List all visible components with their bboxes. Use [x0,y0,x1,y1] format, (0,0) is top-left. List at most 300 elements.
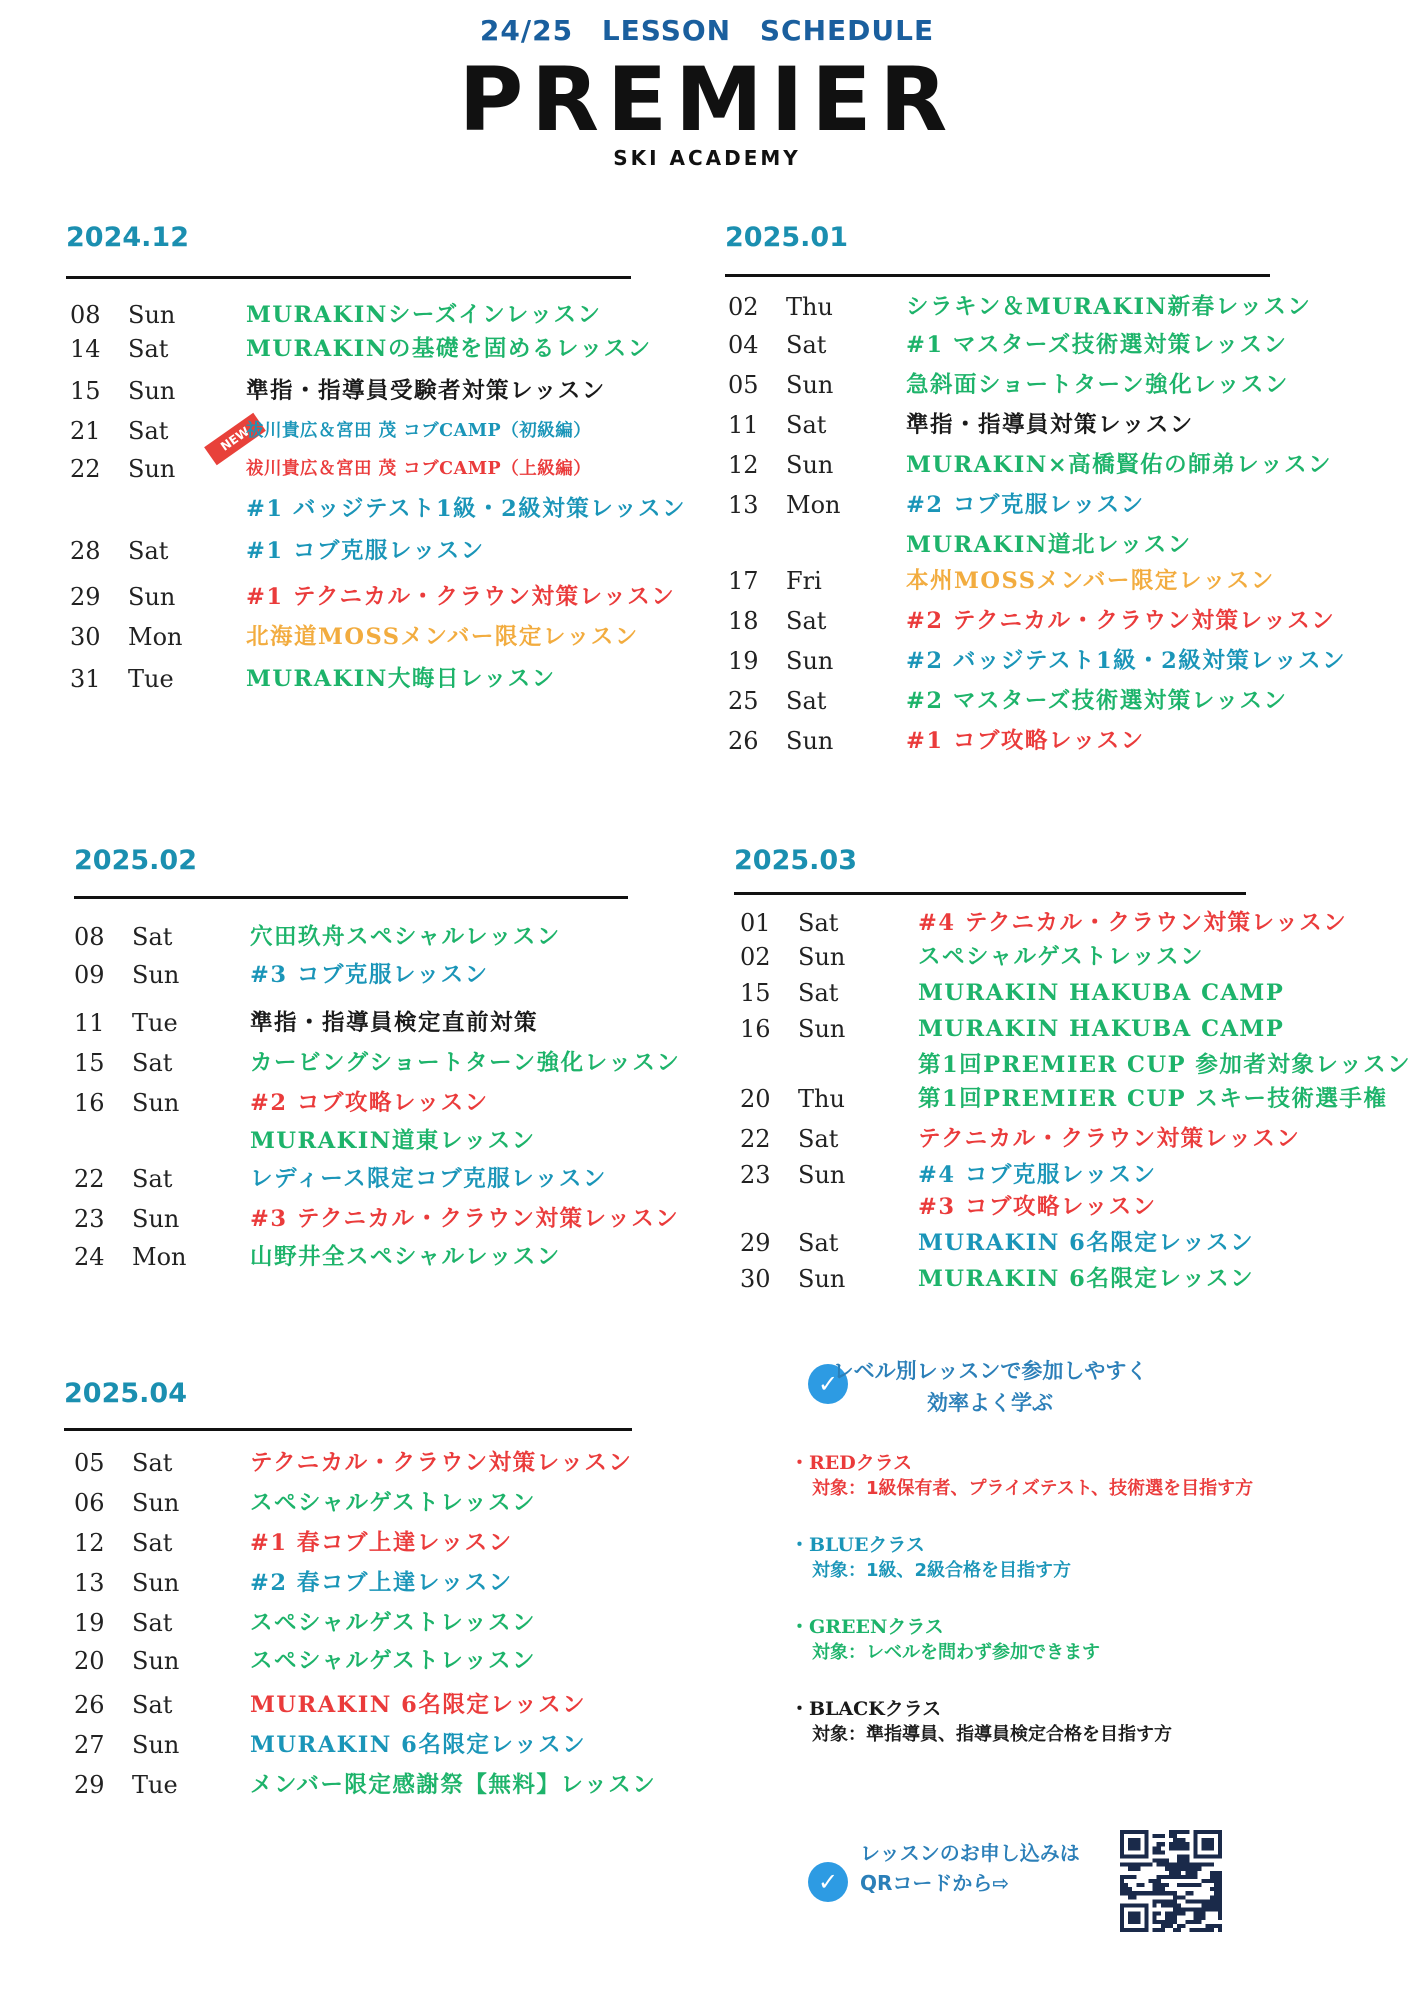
qr-module [1185,1875,1189,1879]
schedule-row [74,1446,694,1480]
lesson-title: #1 コブ克服レッスン [246,538,485,564]
lesson-title: MURAKIN 6名限定レッスン [918,1266,1255,1292]
qr-module [1202,1838,1214,1850]
row-weekday: Sat [132,1449,173,1477]
schedule-row [74,1768,694,1802]
qr-module [1165,1920,1169,1924]
row-day: 18 [728,607,759,635]
divider [64,1428,632,1431]
qr-module [1124,1887,1128,1891]
lesson-title: テクニカル・クラウン対策レッスン [250,1450,633,1476]
schedule-row [728,684,1348,718]
qr-module [1157,1928,1161,1932]
schedule-row [740,940,1360,974]
qr-module [1210,1899,1214,1903]
row-day: 05 [74,1449,105,1477]
qr-module [1181,1875,1185,1879]
schedule-row [70,414,690,448]
row-day: 22 [70,455,101,483]
lesson-title: #2 コブ攻略レッスン [250,1090,489,1116]
row-weekday: Sun [132,1489,180,1517]
qr-module [1210,1903,1214,1907]
qr-module [1157,1912,1161,1916]
qr-module [1214,1895,1218,1899]
qr-module [1120,1887,1124,1891]
qr-module [1218,1908,1222,1912]
lesson-title: 本州MOSSメンバー限定レッスン [906,568,1275,594]
qr-module [1198,1916,1202,1920]
qr-module [1214,1875,1218,1879]
lesson-title: #1 テクニカル・クラウン対策レッスン [246,584,676,610]
row-weekday: Sat [132,1529,173,1557]
row-weekday: Sat [128,537,169,565]
lesson-title: MURAKIN×高橋賢佑の師弟レッスン [906,452,1332,478]
schedule-row [74,920,694,954]
qr-module [1177,1924,1181,1928]
qr-module [1185,1871,1189,1875]
qr-module [1165,1875,1169,1879]
qr-module [1157,1859,1161,1863]
qr-module [1153,1879,1157,1883]
qr-module [1161,1883,1165,1887]
qr-module [1132,1875,1136,1879]
qr-module [1128,1895,1132,1899]
qr-module [1198,1899,1202,1903]
qr-module [1157,1899,1161,1903]
qr-module [1153,1891,1157,1895]
season-title: 24/25 LESSON SCHEDULE [479,14,935,47]
qr-module [1173,1867,1177,1871]
lesson-title: MURAKIN HAKUBA CAMP [918,1016,1285,1042]
qr-module [1169,1830,1173,1834]
qr-module [1202,1899,1206,1903]
qr-module [1189,1920,1193,1924]
qr-module [1161,1834,1165,1838]
qr-module [1193,1912,1197,1916]
row-day: 04 [728,331,759,359]
row-weekday: Sat [132,923,173,951]
row-day: 29 [70,583,101,611]
qr-module [1136,1867,1140,1871]
row-weekday: Sat [798,1229,839,1257]
qr-module [1206,1899,1210,1903]
qr-module [1157,1920,1161,1924]
qr-module [1169,1912,1173,1916]
qr-module [1206,1863,1210,1867]
row-day: 14 [70,335,101,363]
row-day: 19 [728,647,759,675]
qr-module [1193,1871,1197,1875]
lesson-title: #3 テクニカル・クラウン対策レッスン [250,1206,680,1232]
qr-module [1161,1887,1165,1891]
lesson-title: シラキン＆MURAKIN新春レッスン [906,294,1312,320]
lesson-title: #4 テクニカル・クラウン対策レッスン [918,910,1348,936]
qr-module [1214,1883,1218,1887]
qr-module [1185,1920,1189,1924]
row-day: 28 [70,537,101,565]
qr-module [1120,1875,1124,1879]
qr-module [1202,1916,1206,1920]
divider [725,274,1270,277]
qr-module [1144,1863,1148,1867]
qr-module [1169,1846,1173,1850]
qr-module [1210,1924,1214,1928]
qr-module [1173,1912,1177,1916]
schedule-row [70,534,690,568]
qr-module [1157,1834,1161,1838]
row-day: 23 [740,1161,771,1189]
row-weekday: Sat [798,979,839,1007]
row-weekday: Tue [128,665,174,693]
qr-module [1149,1879,1153,1883]
row-weekday: Sun [798,1161,846,1189]
lesson-title: 穴田玖舟スペシャルレッスン [250,924,561,950]
qr-module [1202,1908,1206,1912]
row-day: 09 [74,961,105,989]
qr-module [1198,1883,1202,1887]
qr-module [1189,1908,1193,1912]
schedule-row [728,448,1348,482]
row-day: 05 [728,371,759,399]
schedule-row [740,1226,1360,1260]
row-day: 15 [740,979,771,1007]
level-lessons-heading-line2: 効率よく学ぶ [927,1391,1053,1415]
divider [66,276,631,279]
lesson-title: #1 マスターズ技術選対策レッスン [906,332,1288,358]
qr-module [1193,1908,1197,1912]
row-weekday: Sun [132,1647,180,1675]
qr-module [1161,1924,1165,1928]
qr-module [1206,1879,1210,1883]
qr-module [1161,1891,1165,1895]
qr-module [1202,1879,1206,1883]
qr-module [1161,1850,1165,1854]
divider [734,892,1246,895]
qr-module [1177,1842,1181,1846]
qr-module [1189,1875,1193,1879]
class-black-name: ・BLACKクラス [790,1698,942,1720]
class-black-target: 対象：準指導員、指導員検定合格を目指す方 [812,1724,1172,1745]
qr-module [1165,1883,1169,1887]
qr-module [1193,1920,1197,1924]
qr-module [1177,1908,1181,1912]
qr-module [1189,1899,1193,1903]
row-day: 17 [728,567,759,595]
qr-module [1177,1830,1181,1834]
schedule-row [74,1202,694,1236]
row-day: 08 [70,301,101,329]
qr-module [1173,1830,1177,1834]
month-title-dec: 2024.12 [66,222,189,253]
qr-module [1214,1924,1218,1928]
qr-module [1169,1871,1173,1875]
qr-module [1165,1859,1169,1863]
qr-module [1161,1842,1165,1846]
month-title-feb: 2025.02 [74,845,197,876]
qr-module [1165,1912,1169,1916]
lesson-title: スペシャルゲストレッスン [250,1648,536,1674]
qr-module [1140,1863,1144,1867]
qr-module [1181,1863,1185,1867]
qr-module [1181,1867,1185,1871]
schedule-row [728,528,1348,562]
row-weekday: Sat [798,1125,839,1153]
lesson-title: MURAKIN HAKUBA CAMP [918,980,1285,1006]
row-weekday: Sat [132,1049,173,1077]
qr-module [1214,1879,1218,1883]
qr-module [1210,1875,1214,1879]
qr-module [1177,1859,1181,1863]
row-day: 02 [740,943,771,971]
qr-module [1210,1928,1214,1932]
row-day: 26 [728,727,759,755]
qr-module [1198,1867,1202,1871]
qr-module [1210,1871,1214,1875]
qr-module [1153,1916,1157,1920]
lesson-title: メンバー限定感謝祭【無料】レッスン [250,1772,657,1798]
schedule-row [74,1606,694,1640]
qr-module [1189,1867,1193,1871]
qr-module [1198,1920,1202,1924]
row-weekday: Sun [798,943,846,971]
qr-module [1169,1903,1173,1907]
class-red-name: ・REDクラス [790,1452,913,1474]
check-badge-icon: ✓ [808,1364,848,1404]
lesson-title: #2 マスターズ技術選対策レッスン [906,688,1288,714]
qr-module [1189,1863,1193,1867]
qr-module [1185,1830,1189,1834]
qr-module [1157,1842,1161,1846]
schedule-row [70,620,690,654]
qr-module [1153,1859,1157,1863]
qr-module [1157,1846,1161,1850]
qr-module [1153,1899,1157,1903]
row-weekday: Sun [132,1569,180,1597]
qr-module [1218,1875,1222,1879]
schedule-row [740,1158,1360,1192]
lesson-title: 第1回PREMIER CUP スキー技術選手権 [918,1086,1388,1112]
row-day: 24 [74,1243,105,1271]
row-weekday: Sat [798,909,839,937]
lesson-title: 山野井全スペシャルレッスン [250,1244,561,1270]
qr-module [1165,1924,1169,1928]
qr-module [1218,1883,1222,1887]
row-weekday: Sun [132,1731,180,1759]
schedule-row [74,1124,694,1158]
row-day: 15 [74,1049,105,1077]
qr-module [1124,1883,1128,1887]
row-day: 15 [70,377,101,405]
qr-module [1218,1928,1222,1932]
schedule-row [740,976,1360,1010]
schedule-row [728,290,1348,324]
qr-module [1128,1867,1132,1871]
qr-module [1173,1846,1177,1850]
qr-module [1181,1924,1185,1928]
schedule-row [740,906,1360,940]
qr-module [1136,1891,1140,1895]
level-lessons-heading [800,1355,1180,1419]
qr-module [1181,1883,1185,1887]
qr-module [1140,1883,1144,1887]
qr-module [1128,1912,1140,1924]
lesson-title: テクニカル・クラウン対策レッスン [918,1126,1301,1152]
qr-module [1173,1863,1177,1867]
qr-module [1218,1916,1222,1920]
qr-module [1173,1842,1177,1846]
qr-module [1153,1846,1157,1850]
qr-module [1124,1875,1128,1879]
lesson-title: スペシャルゲストレッスン [918,944,1204,970]
qr-module [1132,1863,1136,1867]
row-day: 01 [740,909,771,937]
qr-module [1185,1899,1189,1903]
row-day: 02 [728,293,759,321]
qr-module [1153,1903,1157,1907]
row-day: 13 [74,1569,105,1597]
schedule-row [74,1644,694,1678]
qr-module [1218,1895,1222,1899]
lesson-title: #1 バッジテスト1級・2級対策レッスン [246,496,687,522]
qr-module [1202,1928,1206,1932]
class-green-target: 対象：レベルを問わず参加できます [812,1642,1100,1663]
qr-module [1169,1924,1173,1928]
row-weekday: Mon [132,1243,187,1271]
lesson-title: #2 バッジテスト1級・2級対策レッスン [906,648,1347,674]
qr-module [1149,1863,1153,1867]
class-green-name: ・GREENクラス [790,1616,944,1638]
qr-module [1132,1867,1136,1871]
qr-module [1169,1834,1173,1838]
check-badge-icon: ✓ [808,1862,848,1902]
row-weekday: Sun [786,371,834,399]
qr-module [1185,1854,1189,1858]
qr-module [1181,1912,1185,1916]
qr-module [1157,1863,1161,1867]
lesson-title: 祓川貴広＆宮田 茂 コブCAMP（初級編） [246,421,592,441]
qr-module [1177,1928,1181,1932]
qr-module [1177,1867,1181,1871]
qr-module [1128,1887,1132,1891]
row-weekday: Sun [128,455,176,483]
qr-module [1177,1838,1181,1842]
month-title-apr: 2025.04 [64,1378,187,1409]
qr-module [1153,1928,1157,1932]
row-weekday: Sun [128,377,176,405]
lesson-title: #1 コブ攻略レッスン [906,728,1145,754]
qr-module [1173,1838,1177,1842]
qr-module [1210,1887,1214,1891]
qr-module [1169,1867,1173,1871]
row-weekday: Sat [786,607,827,635]
qr-module [1124,1863,1128,1867]
row-day: 30 [740,1265,771,1293]
qr-module [1202,1912,1206,1916]
new-badge: NEW [204,413,266,465]
qr-module [1185,1908,1189,1912]
lesson-title: MURAKIN 6名限定レッスン [250,1732,587,1758]
schedule-row [728,408,1348,442]
qr-module [1198,1863,1202,1867]
qr-module [1198,1908,1202,1912]
qr-module [1177,1883,1181,1887]
qr-module [1202,1903,1206,1907]
qr-module [1185,1863,1189,1867]
qr-module [1185,1867,1189,1871]
qr-module [1157,1875,1161,1879]
qr-module [1165,1863,1169,1867]
row-weekday: Fri [786,567,822,595]
qr-module [1173,1928,1177,1932]
lesson-title: MURAKIN大晦日レッスン [246,666,556,692]
row-weekday: Sat [132,1165,173,1193]
schedule-row [74,1728,694,1762]
qr-module [1177,1895,1181,1899]
qr-module [1177,1903,1181,1907]
qr-module [1181,1895,1185,1899]
schedule-row [740,1122,1360,1156]
row-day: 21 [70,417,101,445]
lesson-title: MURAKIN 6名限定レッスン [250,1692,587,1718]
qr-module [1161,1920,1165,1924]
qr-module [1173,1920,1177,1924]
row-weekday: Sun [798,1015,846,1043]
row-day: 12 [74,1529,105,1557]
row-day: 25 [728,687,759,715]
row-day: 31 [70,665,101,693]
row-weekday: Sun [786,451,834,479]
qr-module [1144,1891,1148,1895]
qr-module [1214,1891,1218,1895]
row-day: 11 [728,411,759,439]
qr-module [1177,1871,1181,1875]
qr-module [1181,1838,1185,1842]
row-day: 30 [70,623,101,651]
lesson-title: 準指・指導員検定直前対策 [250,1010,539,1036]
schedule-row [728,368,1348,402]
qr-module [1210,1863,1214,1867]
qr-module [1136,1863,1140,1867]
qr-module [1177,1912,1181,1916]
qr-module [1128,1838,1140,1850]
row-day: 11 [74,1009,105,1037]
apply-line1: レッスンのお申し込みは [860,1841,1080,1865]
qr-module [1210,1908,1214,1912]
qr-module [1193,1916,1197,1920]
qr-module [1169,1863,1173,1867]
lesson-title: MURAKINの基礎を固めるレッスン [246,336,652,362]
qr-module [1124,1891,1128,1895]
qr-module [1214,1871,1218,1875]
qr-module [1173,1875,1177,1879]
qr-module [1161,1899,1165,1903]
schedule-row [74,1162,694,1196]
qr-module [1214,1899,1218,1903]
qr-module [1185,1846,1189,1850]
qr-module [1120,1883,1124,1887]
schedule-row [74,958,694,992]
qr-module [1214,1887,1218,1891]
qr-code[interactable] [1120,1830,1222,1932]
qr-module [1218,1871,1222,1875]
schedule-row [70,374,690,408]
row-weekday: Sun [132,1205,180,1233]
schedule-row [70,492,690,526]
qr-module [1173,1916,1177,1920]
qr-module [1177,1875,1181,1879]
row-day: 12 [728,451,759,479]
row-day: 20 [74,1647,105,1675]
